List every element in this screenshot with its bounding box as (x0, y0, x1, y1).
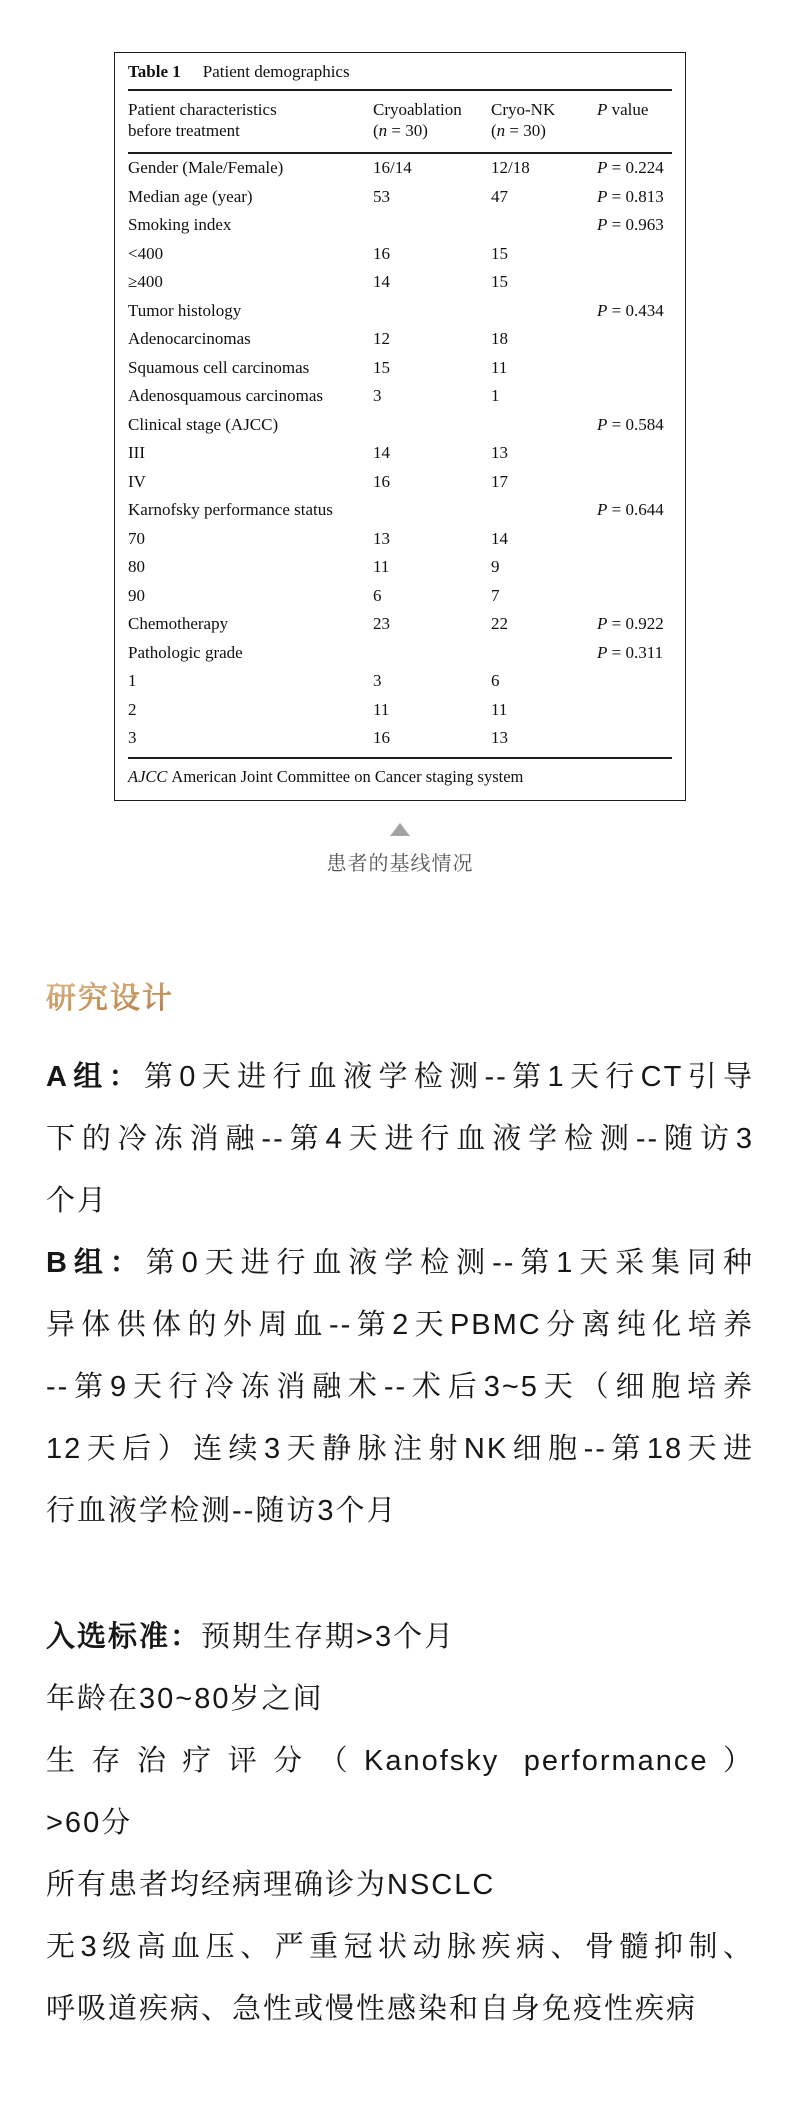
col-header-n: (n = 30) (373, 121, 428, 140)
paragraph-line: 下的冷冻消融--第4天进行血液学检测--随访3 (46, 1122, 754, 1155)
cryoablation-value: 15 (373, 357, 390, 377)
cryoablation-value: 6 (373, 585, 382, 605)
p-value-cell (597, 696, 672, 725)
article-body (0, 978, 800, 2040)
cryo-nk-value: 14 (491, 528, 508, 548)
row-label: 90 (128, 585, 145, 605)
p-value-cell (597, 525, 672, 554)
paragraph-line: >60分 (46, 1806, 133, 1839)
table-row (128, 297, 672, 326)
table-row (128, 411, 672, 440)
table-row (128, 553, 672, 582)
cryo-nk-value: 6 (491, 671, 500, 690)
p-value-cell: P = 0.224 (597, 158, 664, 177)
p-value-cell: P = 0.963 (597, 215, 664, 234)
table1-title-text: Patient demographics (202, 62, 350, 81)
col-header-line2: before treatment (128, 121, 240, 140)
table-header-row (128, 91, 672, 153)
cryo-nk-value: 11 (491, 699, 508, 719)
cryoablation-value: 53 (373, 186, 390, 206)
table-figure-image[interactable] (0, 52, 800, 878)
paragraph-line: 12天后）连续3天静脉注射NK细胞--第18天进 (46, 1432, 754, 1465)
paragraph-line: 无3级高血压、严重冠状动脉疾病、骨髓抑制、 (46, 1930, 754, 1963)
cryoablation-value: 13 (373, 528, 390, 548)
table-row (128, 610, 672, 639)
paragraph-line: 年龄在30~80岁之间 (46, 1682, 324, 1715)
cryo-nk-value: 22 (491, 614, 508, 633)
row-label: Karnofsky performance status (128, 500, 333, 519)
footnote-text: American Joint Committee on Cancer staging system (171, 766, 524, 786)
cryo-nk-value: 47 (491, 186, 508, 206)
cryoablation-value: 3 (373, 386, 382, 405)
cryoablation-value (373, 639, 491, 668)
row-label: Adenosquamous carcinomas (128, 386, 323, 405)
paragraph-line: 生存治疗评分（Kanofsky performance） (46, 1744, 754, 1777)
paragraph-line: 个月 (46, 1184, 109, 1217)
paragraph-lead: A组： (46, 1060, 144, 1093)
p-value-cell (597, 553, 672, 582)
paragraph-line: 呼吸道疾病、急性或慢性感染和自身免疫性疾病 (46, 1992, 698, 2025)
table-footnote (128, 759, 672, 788)
col-header-cryo-nk (491, 91, 597, 153)
row-label: Chemotherapy (128, 614, 229, 633)
cryoablation-value: 12 (373, 329, 390, 348)
table-row (128, 667, 672, 696)
row-label: 80 (128, 557, 145, 576)
figure-caption (0, 823, 800, 878)
cryoablation-value: 16 (373, 471, 390, 491)
row-label: Clinical stage (AJCC) (128, 414, 279, 434)
cryo-nk-value: 17 (491, 471, 508, 491)
paragraph-line: 所有患者均经病理确诊为NSCLC (46, 1868, 496, 1901)
row-label: <400 (128, 243, 164, 263)
cryoablation-value (373, 496, 491, 525)
row-label: III (128, 443, 145, 462)
table-row (128, 582, 672, 611)
body-paragraph (46, 1730, 754, 1854)
cryo-nk-value: 18 (491, 329, 508, 348)
paragraph-line: 异体供体的外周血--第2天PBMC分离纯化培养 (46, 1308, 754, 1341)
cryoablation-value (373, 411, 491, 440)
col-header-name: Cryo-NK (491, 100, 556, 119)
row-label: 2 (128, 699, 137, 719)
figure-caption-text: 患者的基线情况 (326, 852, 474, 875)
section-title-wrap (46, 978, 754, 1020)
p-value-cell (597, 268, 672, 297)
row-label: ≥400 (128, 272, 163, 291)
body-paragraph (46, 1668, 754, 1730)
patient-demographics-table (128, 91, 672, 753)
section-title: 研究设计 (46, 978, 174, 1020)
cryo-nk-value (491, 639, 597, 668)
patient-table-body (128, 153, 672, 753)
p-value-cell (597, 667, 672, 696)
paragraph-line: A组：第0天进行血液学检测--第1天行CT引导 (46, 1060, 754, 1093)
paragraph-line: --第9天行冷冻消融术--术后3~5天（细胞培养 (46, 1370, 754, 1403)
cryoablation-value: 16 (373, 728, 390, 747)
col-header-name: Cryoablation (373, 100, 462, 119)
col-header-p-value (597, 91, 672, 153)
cryo-nk-value: 9 (491, 557, 500, 576)
cryoablation-value (373, 211, 491, 240)
p-value-cell: P = 0.434 (597, 300, 664, 320)
table-row (128, 183, 672, 212)
cryo-nk-value (491, 411, 597, 440)
row-label: IV (128, 471, 146, 491)
row-label: Median age (year) (128, 186, 253, 206)
table1-title-label: Table 1 (128, 62, 181, 81)
cryoablation-value: 11 (373, 557, 390, 576)
cryo-nk-value: 13 (491, 728, 508, 747)
p-value-cell (597, 354, 672, 383)
p-value-cell: P = 0.813 (597, 186, 664, 206)
paragraph-lead: B组： (46, 1246, 146, 1279)
p-value-cell (597, 468, 672, 497)
table-row (128, 639, 672, 668)
paragraph-line: B组：第0天进行血液学检测--第1天采集同种 (46, 1246, 754, 1279)
p-value-cell: P = 0.644 (597, 500, 664, 519)
footnote-abbr: AJCC (128, 766, 168, 786)
cryo-nk-value: 15 (491, 243, 508, 263)
cryoablation-value: 14 (373, 272, 390, 291)
table-row (128, 468, 672, 497)
cryoablation-value: 3 (373, 671, 382, 690)
paragraphs-container (46, 1046, 754, 2040)
cryo-nk-value (491, 211, 597, 240)
paragraph-line: 入选标准：预期生存期>3个月 (46, 1620, 456, 1653)
body-paragraph (46, 1232, 754, 1542)
row-label: Adenocarcinomas (128, 329, 251, 348)
triangle-up-icon (390, 823, 410, 836)
p-value-cell: P = 0.311 (597, 642, 664, 662)
article-page (0, 52, 800, 2107)
table1-title (128, 59, 672, 84)
cryo-nk-value: 7 (491, 585, 500, 605)
cryo-nk-value: 13 (491, 443, 508, 462)
cryoablation-value: 14 (373, 443, 390, 462)
row-label: 70 (128, 528, 145, 548)
p-value-cell: P = 0.584 (597, 414, 664, 434)
table-row (128, 153, 672, 183)
p-value-cell (597, 582, 672, 611)
row-label: 3 (128, 728, 137, 747)
cryoablation-value (373, 297, 491, 326)
table-row (128, 439, 672, 468)
table-row (128, 696, 672, 725)
cryoablation-value: 16 (373, 243, 390, 263)
cryo-nk-value (491, 297, 597, 326)
table-row (128, 268, 672, 297)
col-header-n: (n = 30) (491, 121, 546, 140)
col-header-p-label: P value (597, 100, 649, 119)
cryo-nk-value (491, 496, 597, 525)
paragraph-lead: 入选标准： (46, 1620, 202, 1653)
table-row (128, 211, 672, 240)
table-row (128, 354, 672, 383)
cryo-nk-value: 1 (491, 386, 500, 405)
cryo-nk-value: 11 (491, 357, 508, 377)
body-paragraph (46, 1916, 754, 2040)
cryo-nk-value: 15 (491, 272, 508, 291)
body-paragraph (46, 1854, 754, 1916)
col-header-cryoablation (373, 91, 491, 153)
p-value-cell (597, 240, 672, 269)
col-header-characteristics (128, 91, 373, 153)
col-header-line1: Patient characteristics (128, 100, 277, 119)
row-label: Gender (Male/Female) (128, 158, 284, 177)
table-row (128, 240, 672, 269)
row-label: Squamous cell carcinomas (128, 357, 310, 377)
cryoablation-value: 11 (373, 699, 390, 719)
p-value-cell (597, 724, 672, 753)
table-row (128, 496, 672, 525)
paragraph-line: 行血液学检测--随访3个月 (46, 1494, 398, 1527)
table-row (128, 724, 672, 753)
cryoablation-value: 23 (373, 614, 390, 633)
table-row (128, 325, 672, 354)
cryo-nk-value: 12/18 (491, 158, 530, 177)
cryoablation-value: 16/14 (373, 158, 412, 177)
row-label: 1 (128, 671, 137, 690)
p-value-cell (597, 382, 672, 411)
body-paragraph (46, 1046, 754, 1232)
row-label: Tumor histology (128, 300, 242, 320)
table1-box (114, 52, 686, 801)
p-value-cell: P = 0.922 (597, 614, 664, 633)
p-value-cell (597, 439, 672, 468)
p-value-cell (597, 325, 672, 354)
row-label: Pathologic grade (128, 642, 243, 662)
body-paragraph (46, 1606, 754, 1668)
row-label: Smoking index (128, 215, 232, 234)
table-row (128, 525, 672, 554)
table-row (128, 382, 672, 411)
